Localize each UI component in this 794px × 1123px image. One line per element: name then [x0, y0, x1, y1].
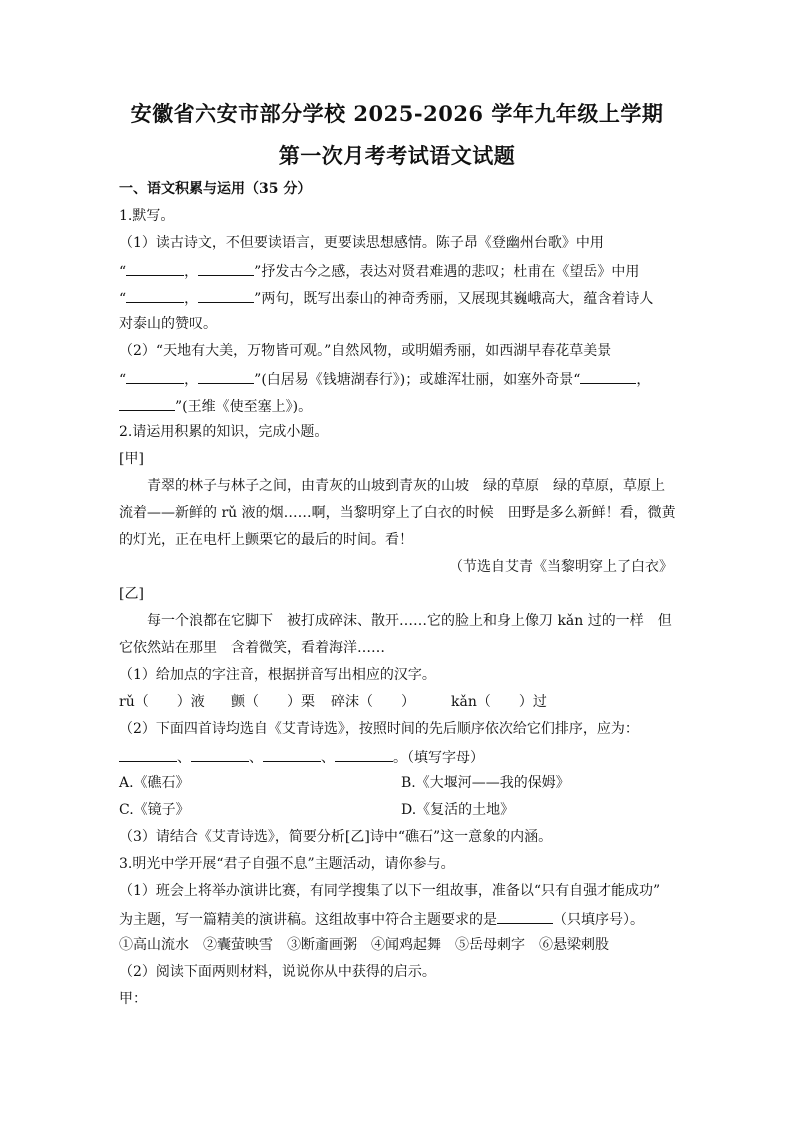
fill-blank[interactable]	[126, 261, 184, 276]
story-item: ⑤岳母刺字	[455, 937, 525, 953]
option-a: A.《礁石》	[119, 775, 190, 791]
q2-options-row1	[119, 774, 679, 792]
exam-title-line2: 第一次月考考试语文试题	[278, 143, 516, 168]
quote-open: “	[119, 291, 127, 307]
q1-p1-line1: （1）读古诗文，不但要读语言，更要读思想感情。陈子昂《登幽州台歌》中用	[119, 235, 604, 251]
fill-blank[interactable]	[198, 261, 254, 276]
q3-sub1-line2	[119, 909, 679, 929]
story-item: ③断齑画粥	[287, 937, 357, 953]
q2-stem: 2.请运用积累的知识，完成小题。	[119, 424, 329, 440]
story-item: ⑥悬梁刺股	[539, 937, 609, 953]
q1-p1-line2-text: ”抒发古今之感，表达对贤君难遇的悲叹；杜甫在《望岳》中用	[254, 264, 640, 280]
q2-yi-label: [乙]	[119, 586, 144, 602]
q3-jia-label: 甲：	[119, 991, 147, 1007]
blank-sep: 、	[321, 750, 335, 766]
q1-p1-line2	[119, 261, 679, 281]
option-d: D.《复活的土地》	[401, 802, 515, 818]
q1-p2-line3	[119, 396, 679, 416]
q2-jia-label: [甲]	[119, 451, 144, 467]
q3-sub2: （2）阅读下面两则材料，说说你从中获得的启示。	[119, 964, 436, 980]
option-b: B.《大堰河——我的保姆》	[401, 775, 570, 791]
quote-open: “	[119, 372, 127, 388]
pinyin-item: 碎沫（ ）	[331, 694, 415, 710]
q3-sub1-line1: （1）班会上将举办演讲比赛，有同学搜集了以下一组故事，准备以“只有自强才能成功”	[119, 883, 661, 899]
q2-sub3: （3）请结合《艾青诗选》，简要分析[乙]诗中“礁石”这一意象的内涵。	[119, 829, 553, 845]
q2-sub2-line2	[119, 747, 679, 767]
q1-p2-line2	[119, 369, 679, 389]
blank-comma: ，	[184, 372, 199, 388]
q1-p1-line4: 对泰山的赞叹。	[119, 316, 217, 332]
quote-open: “	[119, 264, 127, 280]
q3-sub1-hint: （只填序号）。	[553, 912, 644, 928]
fill-blank[interactable]	[126, 369, 184, 384]
q1-stem: 1.默写。	[119, 208, 175, 224]
q1-p1-line3-text: ”两句，既写出泰山的神奇秀丽，又展现其巍峨高大，蕴含着诗人	[254, 291, 654, 307]
fill-blank[interactable]	[198, 288, 254, 303]
blank-comma: ，	[184, 291, 199, 307]
blank-sep: 、	[177, 750, 191, 766]
fill-blank[interactable]	[263, 747, 321, 762]
fill-blank[interactable]	[119, 396, 175, 411]
q2-jia-source: （节选自艾青《当黎明穿上了白衣》	[449, 559, 673, 575]
q1-p2-line1: （2）“天地有大美，万物皆可观。”自然风物，或明媚秀丽，如西湖早春花草美景	[119, 343, 612, 359]
pinyin-item: rǔ（ ）液	[119, 694, 205, 710]
story-item: ①高山流水	[119, 937, 189, 953]
fill-blank[interactable]	[119, 747, 177, 762]
q2-sub2-line1: （2）下面四首诗均选自《艾青诗选》，按照时间的先后顺序依次给它们排序，应为：	[119, 721, 639, 737]
q1-p1-line3	[119, 288, 679, 308]
q2-pinyin-row	[119, 693, 679, 711]
fill-blank[interactable]	[198, 369, 254, 384]
q3-stem: 3.明光中学开展“君子自强不息”主题活动，请你参与。	[119, 856, 455, 872]
blank-comma: ，	[636, 372, 651, 388]
q3-stories-row	[119, 936, 679, 954]
q2-jia-line2: 流着——新鲜的 rǔ 液的烟……啊，当黎明穿上了白衣的时候 田野是多么新鲜！看，微黄	[119, 505, 676, 521]
story-item: ④闻鸡起舞	[371, 937, 441, 953]
pinyin-item: 颤（ ）栗	[231, 694, 315, 710]
fill-blank[interactable]	[335, 747, 393, 762]
q2-options-row2	[119, 801, 679, 819]
fill-blank[interactable]	[126, 288, 184, 303]
fill-blank[interactable]	[580, 369, 636, 384]
section1-heading: 一、语文积累与运用（35 分）	[119, 181, 312, 197]
q2-jia-line1: 青翠的林子与林子之间，由青灰的山坡到青灰的山坡 绿的草原 绿的草原，草原上	[147, 478, 665, 494]
blank-sep: 、	[249, 750, 263, 766]
option-c: C.《镜子》	[119, 802, 190, 818]
fill-blank[interactable]	[497, 909, 553, 924]
story-item: ②囊萤映雪	[203, 937, 273, 953]
q3-sub1-line2-text: 为主题，写一篇精美的演讲稿。这组故事中符合主题要求的是	[119, 912, 497, 928]
q2-sub2-hint: 。（填写字母）	[393, 750, 484, 766]
q2-sub1: （1）给加点的字注音，根据拼音写出相应的汉字。	[119, 667, 436, 683]
fill-blank[interactable]	[191, 747, 249, 762]
blank-comma: ，	[184, 264, 199, 280]
exam-title-line1: 安徽省六安市部分学校 2025-2026 学年九年级上学期	[130, 101, 664, 126]
q2-yi-line1: 每一个浪都在它脚下 被打成碎沫、散开……它的脸上和身上像刀 kǎn 过的一样 但	[147, 613, 672, 629]
q2-yi-line2: 它依然站在那里 含着微笑，看着海洋……	[119, 640, 385, 656]
q1-p2-line3-text: ”(王维《使至塞上》)。	[175, 399, 313, 415]
pinyin-item: kǎn（ ）过	[451, 694, 547, 710]
q1-p2-line2-text: ”(白居易《钱塘湖春行》)；或雄浑壮丽，如塞外奇景“	[254, 372, 581, 388]
q2-jia-line3: 的灯光，正在电杆上颤栗它的最后的时间。看！	[119, 532, 413, 548]
